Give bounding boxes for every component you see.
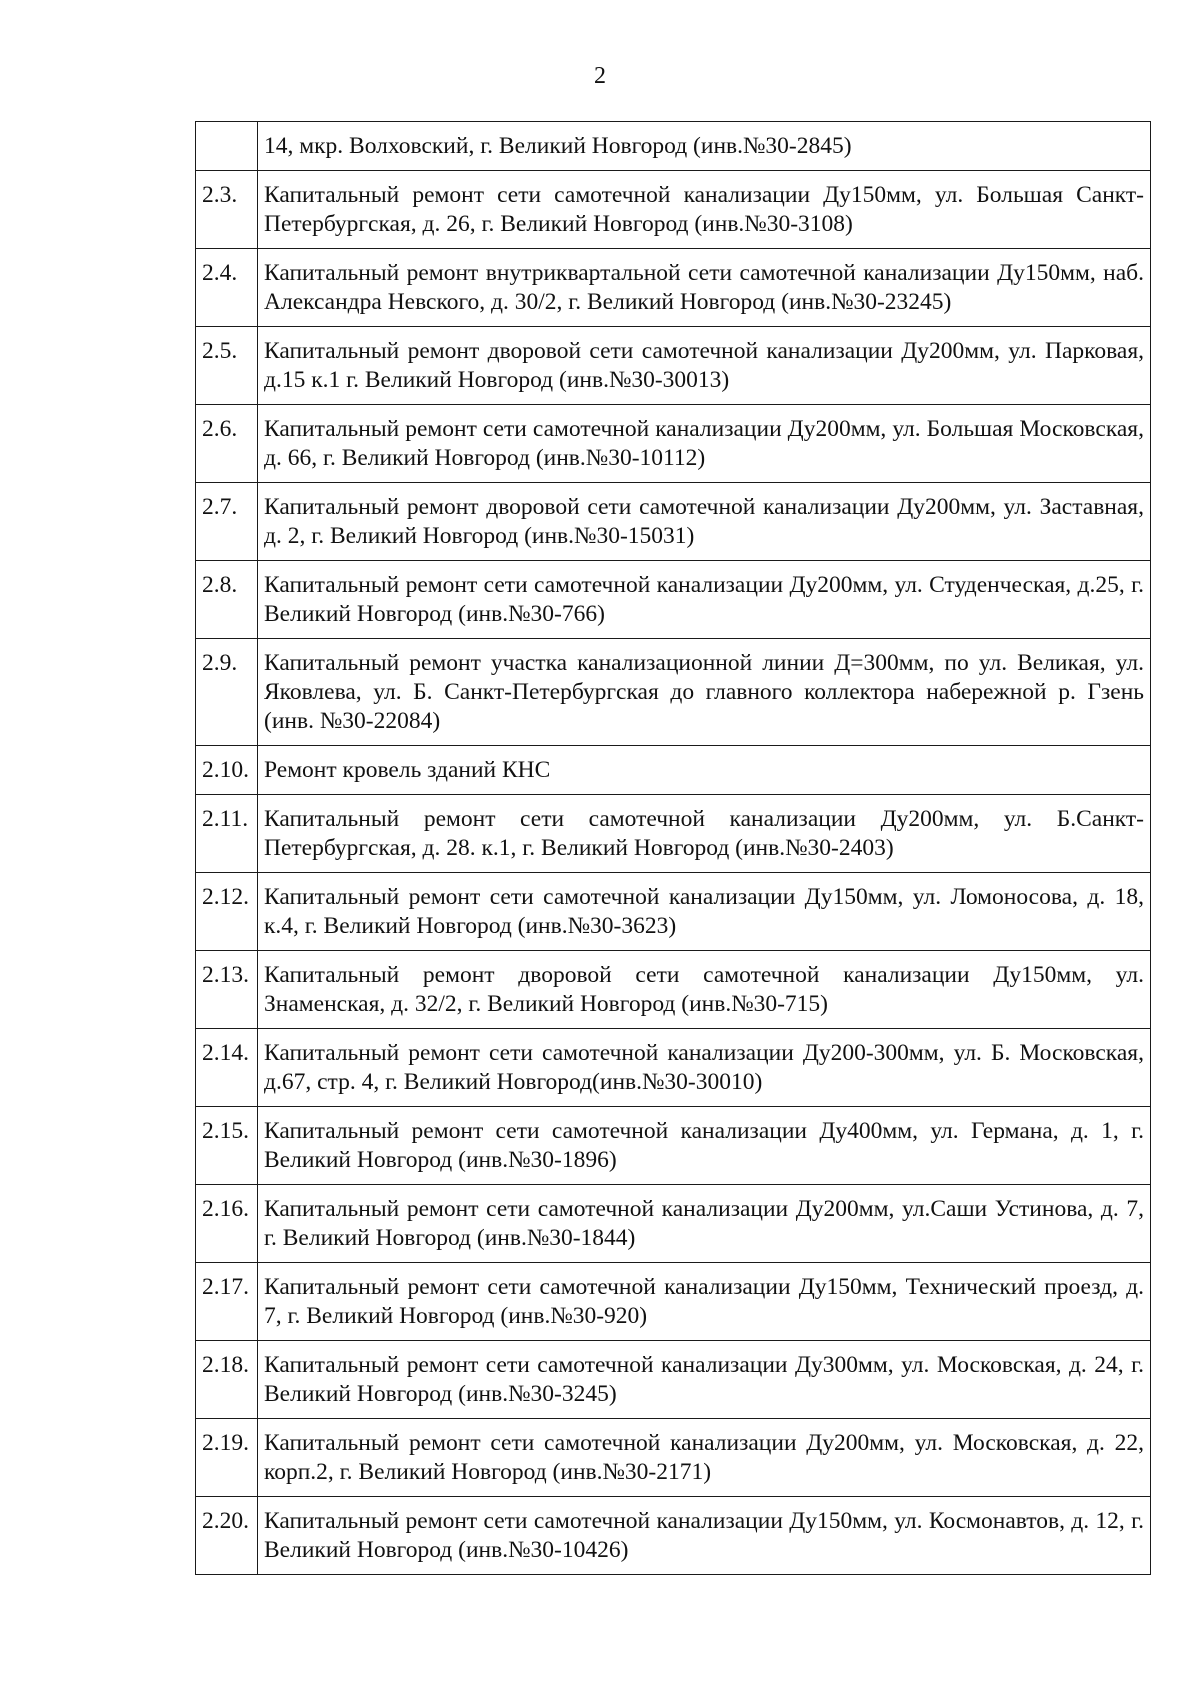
item-description: Капитальный ремонт сети самотечной канализации Ду400мм, ул. Германа, д. 1, г. Великий Новгород (инв.№30-1896) (258, 1107, 1151, 1185)
item-description: Капитальный ремонт сети самотечной канализации Ду200мм, ул. Б.Санкт-Петербургская, д. 28. к.1, г. Великий Новгород (инв.№30-2403) (258, 795, 1151, 873)
table-row (196, 171, 1151, 249)
works-table (195, 121, 1151, 1575)
item-description: Капитальный ремонт участка канализационной линии Д=300мм, по ул. Великая, ул. Яковлева, ул. Б. Санкт-Петербургская до главного коллектора набережной р. Гзень (инв. №30-22084) (258, 639, 1151, 746)
item-description: 14, мкр. Волховский, г. Великий Новгород (инв.№30-2845) (258, 122, 1151, 171)
item-number: 2.6. (196, 405, 258, 483)
table-row (196, 1029, 1151, 1107)
works-table-body (196, 122, 1151, 1575)
item-number: 2.3. (196, 171, 258, 249)
table-row (196, 249, 1151, 327)
item-description: Капитальный ремонт сети самотечной канализации Ду200-300мм, ул. Б. Московская, д.67, стр. 4, г. Великий Новгород(инв.№30-30010) (258, 1029, 1151, 1107)
table-row (196, 561, 1151, 639)
item-number: 2.8. (196, 561, 258, 639)
item-number: 2.7. (196, 483, 258, 561)
table-row (196, 122, 1151, 171)
table-row (196, 327, 1151, 405)
item-description: Капитальный ремонт сети самотечной канализации Ду200мм, ул. Большая Московская, д. 66, г. Великий Новгород (инв.№30-10112) (258, 405, 1151, 483)
item-number: 2.17. (196, 1263, 258, 1341)
item-number: 2.16. (196, 1185, 258, 1263)
item-description: Капитальный ремонт сети самотечной канализации Ду150мм, Технический проезд, д. 7, г. Великий Новгород (инв.№30-920) (258, 1263, 1151, 1341)
item-number: 2.10. (196, 746, 258, 795)
item-description: Капитальный ремонт сети самотечной канализации Ду300мм, ул. Московская, д. 24, г. Великий Новгород (инв.№30-3245) (258, 1341, 1151, 1419)
item-description: Капитальный ремонт сети самотечной канализации Ду150мм, ул. Большая Санкт-Петербургская, д. 26, г. Великий Новгород (инв.№30-3108) (258, 171, 1151, 249)
item-number: 2.19. (196, 1419, 258, 1497)
item-number (196, 122, 258, 171)
table-row (196, 795, 1151, 873)
item-number: 2.12. (196, 873, 258, 951)
item-number: 2.20. (196, 1497, 258, 1575)
table-row (196, 1107, 1151, 1185)
table-row (196, 483, 1151, 561)
item-number: 2.4. (196, 249, 258, 327)
table-row (196, 951, 1151, 1029)
table-row (196, 1341, 1151, 1419)
table-row (196, 873, 1151, 951)
table-row (196, 639, 1151, 746)
item-number: 2.5. (196, 327, 258, 405)
item-number: 2.11. (196, 795, 258, 873)
item-description: Ремонт кровель зданий КНС (258, 746, 1151, 795)
item-description: Капитальный ремонт дворовой сети самотечной канализации Ду150мм, ул. Знаменская, д. 32/2, г. Великий Новгород (инв.№30-715) (258, 951, 1151, 1029)
item-description: Капитальный ремонт дворовой сети самотечной канализации Ду200мм, ул. Парковая, д.15 к.1 г. Великий Новгород (инв.№30-30013) (258, 327, 1151, 405)
item-number: 2.9. (196, 639, 258, 746)
item-description: Капитальный ремонт сети самотечной канализации Ду200мм, ул. Студенческая, д.25, г. Великий Новгород (инв.№30-766) (258, 561, 1151, 639)
item-description: Капитальный ремонт дворовой сети самотечной канализации Ду200мм, ул. Заставная, д. 2, г. Великий Новгород (инв.№30-15031) (258, 483, 1151, 561)
table-row (196, 746, 1151, 795)
table-row (196, 1497, 1151, 1575)
item-number: 2.18. (196, 1341, 258, 1419)
item-number: 2.14. (196, 1029, 258, 1107)
page-number: 2 (594, 63, 606, 89)
item-description: Капитальный ремонт сети самотечной канализации Ду200мм, ул. Московская, д. 22, корп.2, г. Великий Новгород (инв.№30-2171) (258, 1419, 1151, 1497)
item-description: Капитальный ремонт сети самотечной канализации Ду150мм, ул. Ломоносова, д. 18, к.4, г. Великий Новгород (инв.№30-3623) (258, 873, 1151, 951)
table-row (196, 405, 1151, 483)
item-number: 2.15. (196, 1107, 258, 1185)
table-row (196, 1263, 1151, 1341)
item-description: Капитальный ремонт сети самотечной канализации Ду200мм, ул.Саши Устинова, д. 7, г. Великий Новгород (инв.№30-1844) (258, 1185, 1151, 1263)
item-description: Капитальный ремонт внутриквартальной сети самотечной канализации Ду150мм, наб. Александра Невского, д. 30/2, г. Великий Новгород (инв.№30-23245) (258, 249, 1151, 327)
table-row (196, 1185, 1151, 1263)
item-number: 2.13. (196, 951, 258, 1029)
table-row (196, 1419, 1151, 1497)
item-description: Капитальный ремонт сети самотечной канализации Ду150мм, ул. Космонавтов, д. 12, г. Великий Новгород (инв.№30-10426) (258, 1497, 1151, 1575)
